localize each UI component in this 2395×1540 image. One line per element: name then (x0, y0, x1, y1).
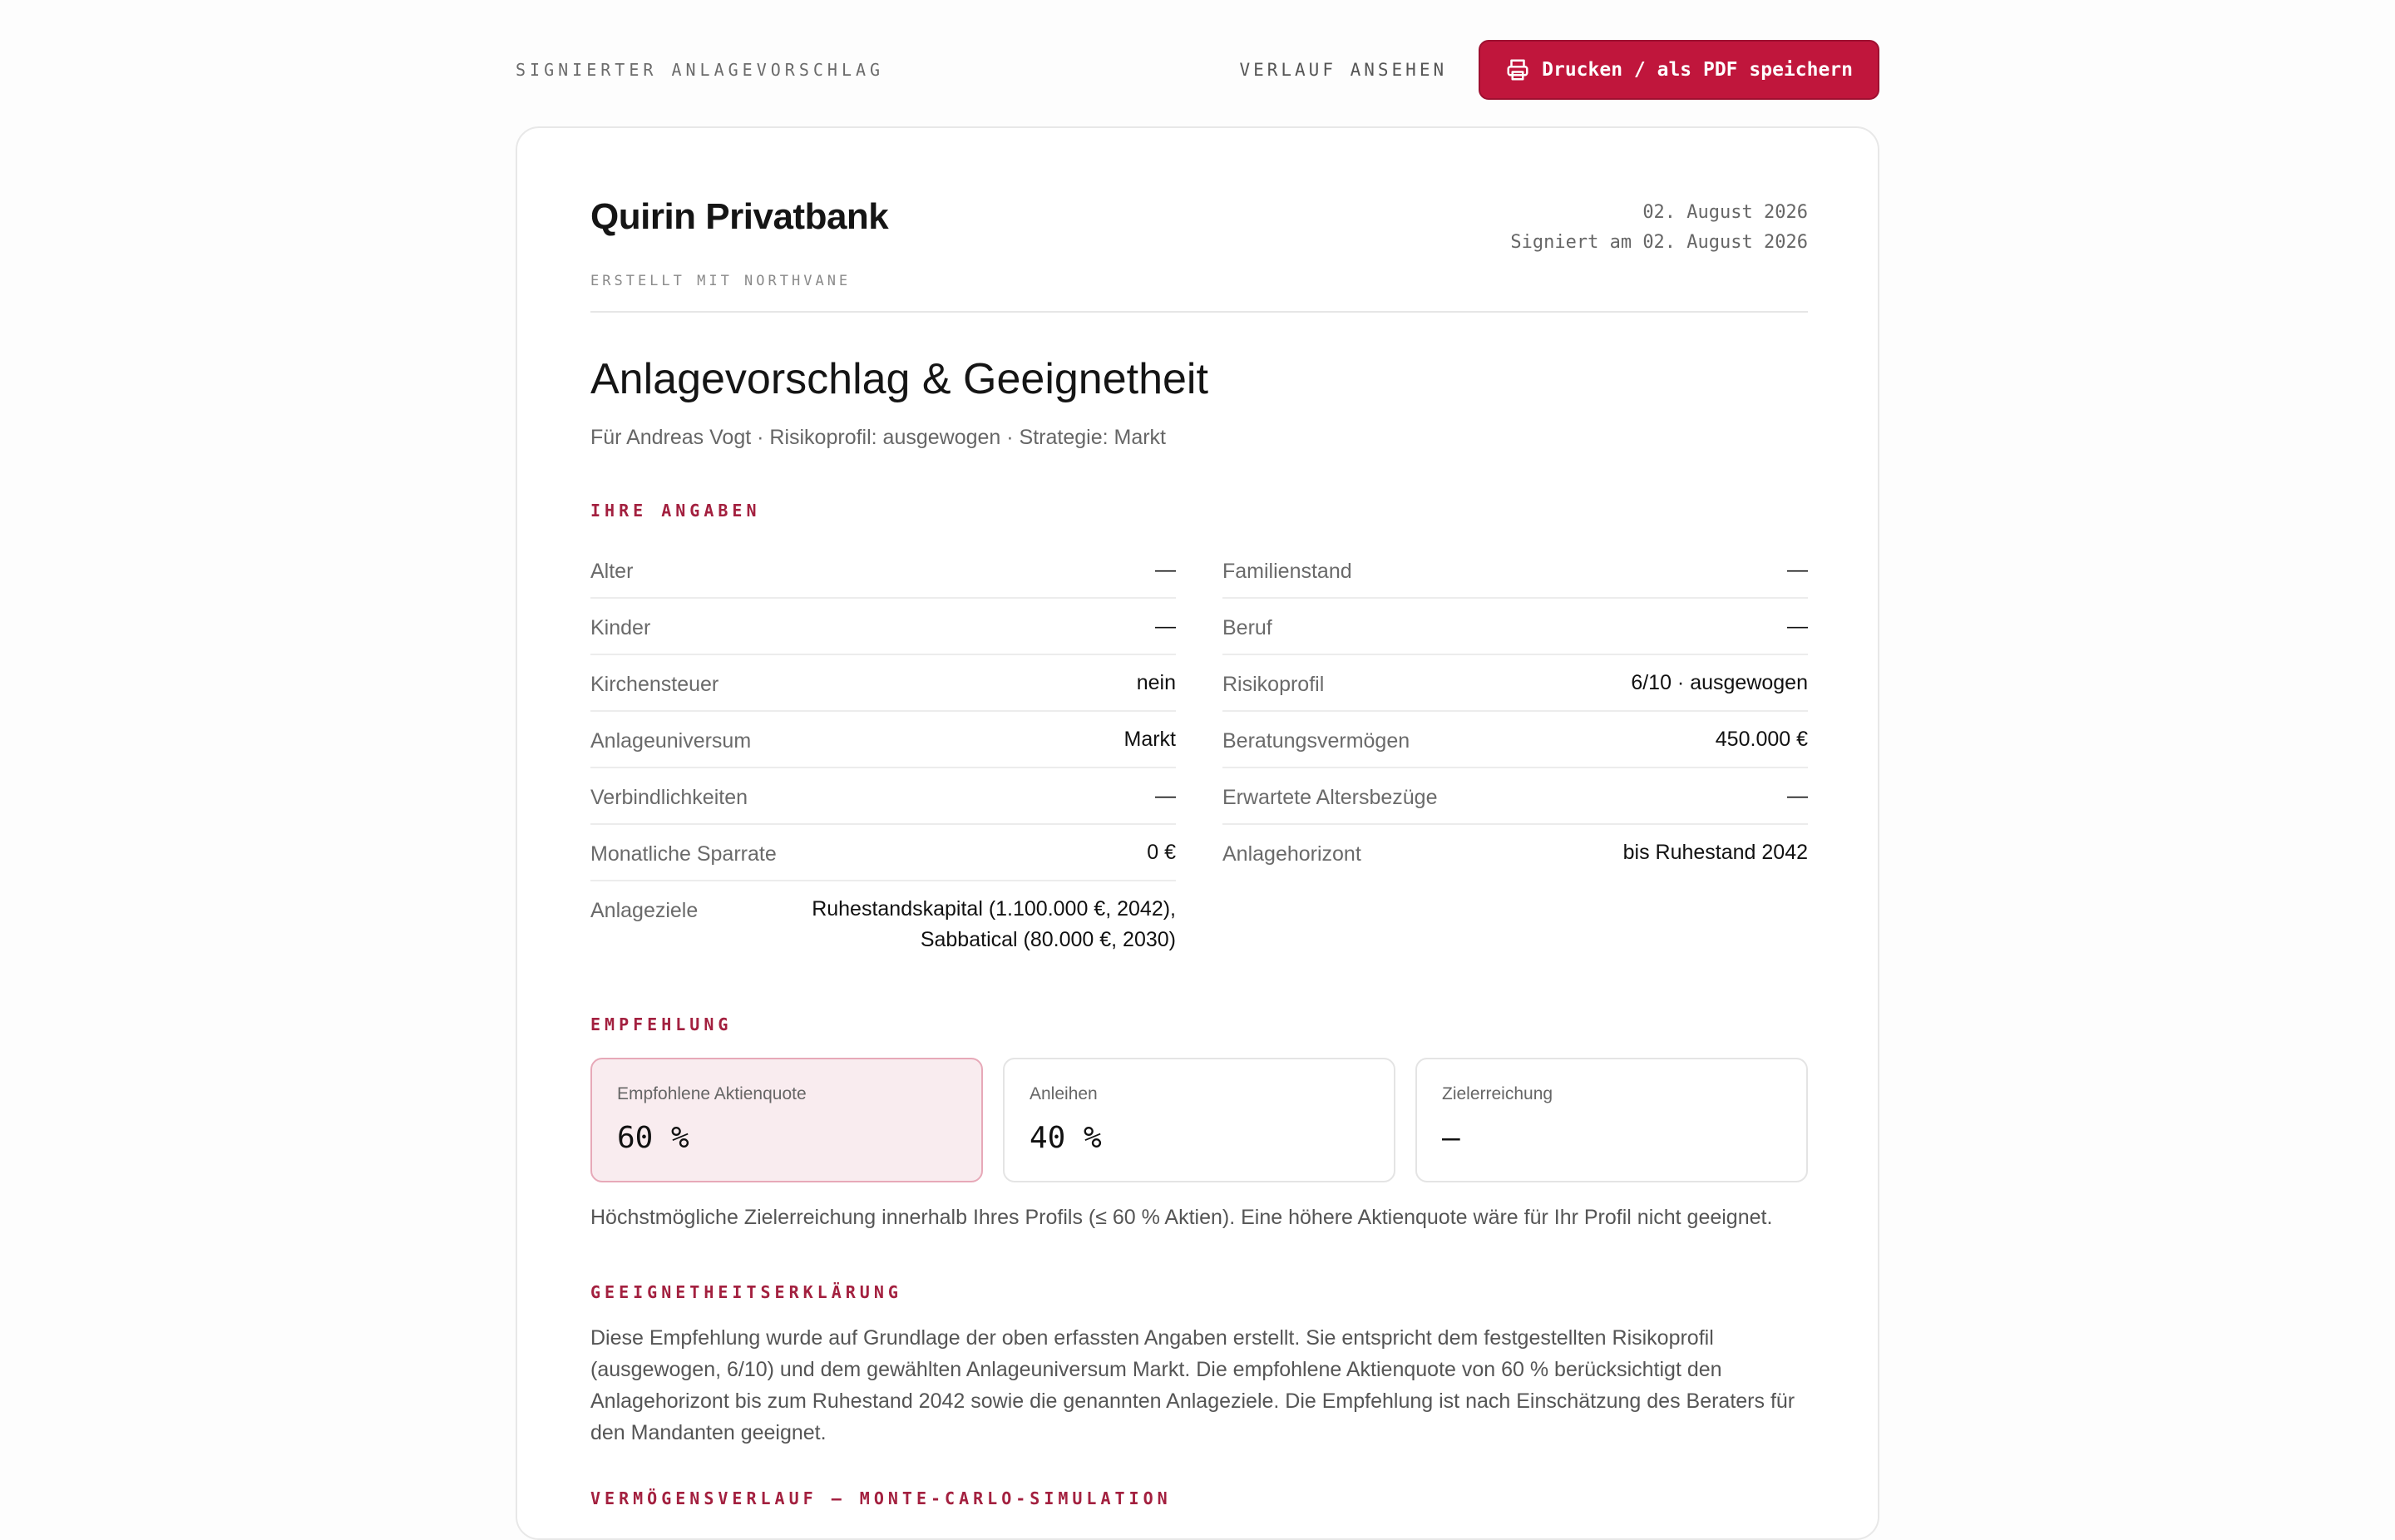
document-subtitle: Für Andreas Vogt · Risikoprofil: ausgewogen · Strategie: Markt (590, 426, 1166, 449)
signed-date: Signiert am 02. August 2026 (1510, 232, 1808, 253)
fact-label: Verbindlichkeiten (590, 786, 748, 809)
fact-row (590, 655, 1176, 712)
print-button-label: Drucken / als PDF speichern (1542, 59, 1853, 81)
fact-value: bis Ruhestand 2042 (1622, 841, 1808, 864)
tile-value: — (1442, 1121, 1460, 1155)
document-date: 02. August 2026 (1642, 202, 1808, 223)
fact-row (590, 712, 1176, 768)
goal-line: Sabbatical (80.000 €, 2030) (920, 928, 1176, 951)
section-label-recommendation: EMPFEHLUNG (590, 1014, 733, 1034)
facts-column-right (1222, 542, 1808, 965)
fact-value-goals (812, 894, 1176, 955)
fact-row (590, 599, 1176, 655)
printer-icon (1505, 57, 1530, 82)
section-label-simulation: VERMÖGENSVERLAUF – MONTE-CARLO-SIMULATION (590, 1488, 1172, 1508)
fact-value: 6/10 · ausgewogen (1631, 671, 1808, 694)
fact-value: Markt (1123, 728, 1176, 751)
section-label-inputs: IHRE ANGABEN (590, 501, 761, 521)
tile-equity-quota (590, 1058, 983, 1182)
top-bar (516, 40, 1879, 100)
header-divider (590, 311, 1808, 313)
bank-name: Quirin Privatbank (590, 196, 889, 237)
top-actions (1239, 40, 1879, 100)
document-dates (1510, 198, 1808, 258)
fact-row (1222, 599, 1808, 655)
fact-label: Monatliche Sparrate (590, 842, 777, 866)
fact-row (590, 542, 1176, 599)
recommendation-tiles (590, 1058, 1808, 1182)
fact-row (590, 881, 1176, 965)
fact-label: Anlageuniversum (590, 729, 752, 753)
suitability-text: Diese Empfehlung wurde auf Grundlage der oben erfassten Angaben erstellt. Sie entspricht dem festgestellten Risikoprofil (ausgewogen, 6/10) und dem gewählten Anlageuniversum Markt. Die empfohlene Aktienquote von 60 % berücksichtigt den Anlagehorizont bis zum Ruhestand 2042 sowie die genannten Anlageziele. Die Empfehlung ist nach Einschätzung des Beraters für den Mandanten geeignet. (590, 1326, 1795, 1444)
fact-row (1222, 768, 1808, 825)
tile-label: Zielerreichung (1442, 1084, 1553, 1103)
fact-row (1222, 655, 1808, 712)
fact-label: Familienstand (1222, 560, 1352, 583)
fact-label: Beratungsvermögen (1222, 729, 1410, 753)
fact-value: — (1787, 784, 1808, 807)
fact-row (1222, 825, 1808, 881)
proposal-card (516, 126, 1879, 1540)
document-title: Anlagevorschlag & Geeignetheit (590, 355, 1208, 403)
fact-label: Kinder (590, 616, 651, 639)
fact-row (1222, 542, 1808, 599)
fact-row (590, 768, 1176, 825)
fact-label: Erwartete Altersbezüge (1222, 786, 1438, 809)
fact-label: Risikoprofil (1222, 673, 1325, 696)
bank-header (590, 196, 1808, 313)
fact-label: Beruf (1222, 616, 1272, 639)
fact-label: Anlageziele (590, 899, 699, 922)
goal-line: Ruhestandskapital (1.100.000 €, 2042), (812, 897, 1176, 921)
tile-value: 40 % (1030, 1121, 1102, 1155)
fact-row (1222, 712, 1808, 768)
tile-goal-achievement (1415, 1058, 1808, 1182)
fact-value: — (1155, 558, 1176, 581)
fact-value: — (1787, 615, 1808, 638)
view-history-link[interactable]: VERLAUF ANSEHEN (1239, 60, 1448, 80)
recommendation-note: Höchstmögliche Zielerreichung innerhalb Ihres Profils (≤ 60 % Aktien). Eine höhere Aktienquote wäre für Ihr Profil nicht geeignet. (590, 1206, 1773, 1229)
fact-value: nein (1136, 671, 1176, 694)
tile-bonds (1003, 1058, 1395, 1182)
tile-label: Anleihen (1030, 1084, 1098, 1103)
section-label-suitability: GEEIGNETHEITSERKLÄRUNG (590, 1282, 902, 1302)
page-eyebrow: SIGNIERTER ANLAGEVORSCHLAG (516, 60, 885, 80)
tile-value: 60 % (617, 1121, 689, 1155)
tile-label: Empfohlene Aktienquote (617, 1084, 807, 1103)
made-with-label: ERSTELLT MIT NORTHVANE (590, 273, 852, 289)
fact-label: Anlagehorizont (1222, 842, 1361, 866)
fact-label: Kirchensteuer (590, 673, 719, 696)
fact-label: Alter (590, 560, 634, 583)
fact-value: 0 € (1147, 841, 1176, 864)
fact-value: — (1155, 615, 1176, 638)
fact-value: — (1155, 784, 1176, 807)
facts-column-left (590, 542, 1176, 965)
print-pdf-button[interactable] (1479, 40, 1879, 100)
facts-grid (590, 542, 1808, 965)
fact-value: — (1787, 558, 1808, 581)
fact-row (590, 825, 1176, 881)
fact-value: 450.000 € (1715, 728, 1808, 751)
